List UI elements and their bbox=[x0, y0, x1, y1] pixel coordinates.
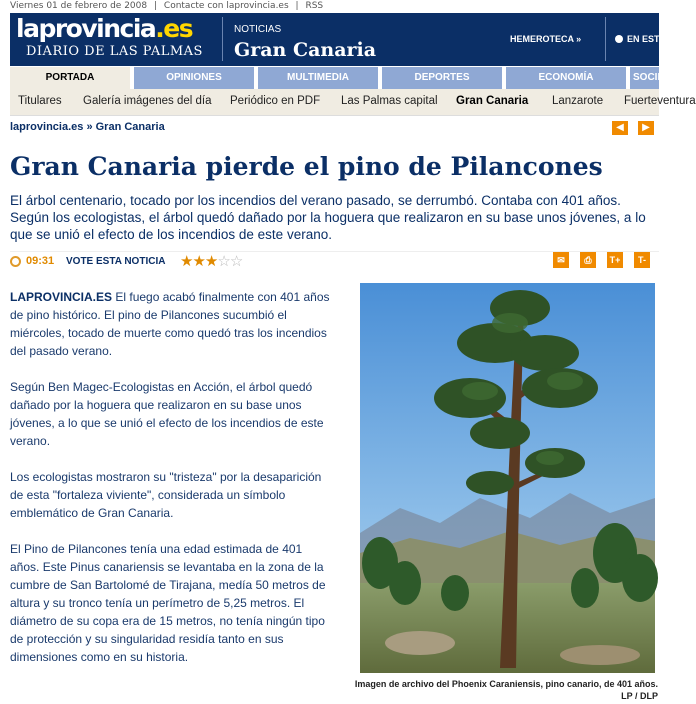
tab-deportes[interactable]: DEPORTES bbox=[382, 67, 502, 89]
paragraph-text: El fuego acabó finalmente con 401 años de pino histórico. El pino de Pilancones sucumbió el miércoles, tocado de muerte como quedó tras los incendios del pasado verano. bbox=[10, 290, 330, 358]
article-subtitle: El árbol centenario, tocado por los incendios del verano pasado, se derrumbó. Contaba con 401 años. Según los ecologistas, el árbol quedó dañado por la hoguera que realizaron en su base unos jóvenes, a lo que se unió el efecto de los incendios de este verano. bbox=[10, 193, 646, 242]
prev-arrow-icon[interactable]: ◀ bbox=[612, 121, 628, 135]
paragraph: Los ecologistas mostraron su "tristeza" por la desaparición de esta "fortaleza viviente", considerada un símbolo emblemático de Gran Canaria. bbox=[10, 470, 322, 520]
star-icon[interactable]: ★ bbox=[204, 252, 218, 270]
section-label: NOTICIAS bbox=[234, 24, 282, 35]
separator: | bbox=[295, 1, 299, 11]
font-increase-icon[interactable]: T+ bbox=[607, 252, 623, 268]
article-meta bbox=[10, 251, 659, 271]
article-body bbox=[10, 288, 330, 684]
tab-economia[interactable]: ECONOMÍA bbox=[506, 67, 626, 89]
email-icon[interactable]: ✉ bbox=[553, 252, 569, 268]
article-photo[interactable] bbox=[360, 283, 655, 673]
print-icon[interactable]: ⎙ bbox=[580, 252, 596, 268]
vote-label: VOTE ESTA NOTICIA bbox=[66, 256, 166, 267]
subnav-fuerteventura[interactable]: Fuerteventura bbox=[624, 95, 696, 107]
search-scope-radio[interactable] bbox=[615, 35, 623, 43]
site-logo[interactable] bbox=[16, 14, 192, 43]
clock-icon bbox=[10, 256, 21, 267]
breadcrumb-separator: » bbox=[86, 121, 93, 133]
hemeroteca-link[interactable]: HEMEROTECA » bbox=[510, 34, 582, 44]
paragraph bbox=[10, 288, 330, 360]
star-icon[interactable]: ★ bbox=[192, 252, 205, 270]
logo-subtitle: DIARIO DE LAS PALMAS bbox=[26, 44, 203, 59]
subnav-lanzarote[interactable]: Lanzarote bbox=[552, 95, 604, 107]
masthead bbox=[10, 13, 666, 66]
subnav-periodico-pdf[interactable]: Periódico en PDF bbox=[230, 95, 321, 107]
tab-opiniones[interactable]: OPINIONES bbox=[134, 67, 254, 89]
divider bbox=[605, 17, 606, 61]
subnav-gran-canaria[interactable]: Gran Canaria bbox=[456, 95, 529, 107]
next-arrow-icon[interactable]: ▶ bbox=[638, 121, 654, 135]
rss-link[interactable]: RSS bbox=[305, 1, 324, 11]
subnav-titulares[interactable]: Titulares bbox=[18, 95, 62, 107]
dateline: LAPROVINCIA.ES bbox=[10, 290, 113, 304]
tab-portada[interactable]: PORTADA bbox=[10, 67, 130, 89]
rating-stars[interactable] bbox=[180, 252, 242, 270]
photo-caption: Imagen de archivo del Phoenix Caraniensis, pino canario, de 401 años. LP / DLP bbox=[354, 679, 658, 701]
star-icon[interactable]: ★ bbox=[180, 252, 193, 270]
paragraph: Según Ben Magec-Ecologistas en Acción, el árbol quedó dañado por la hoguera que realizaron en su base unos jóvenes, a lo que se unió el efecto de los incendios de este verano. bbox=[10, 380, 324, 448]
subnav-galeria[interactable]: Galería imágenes del día bbox=[83, 95, 212, 107]
section-title: Gran Canaria bbox=[234, 39, 377, 61]
top-info-bar bbox=[10, 1, 323, 11]
star-icon[interactable]: ☆ bbox=[229, 252, 243, 270]
paragraph: El Pino de Pilancones tenía una edad estimada de 401 años. Este Pinus canariensis se levantaba en la zona de la cumbre de San Bartolomé de Tirajana, medía 50 metros de altura y su tronco tenía un perímetro de 5,25 metros. El diámetro de su copa era de 15 metros, no tenía ningún tipo de protección y su singularidad residía tanto en sus dimensiones como en su historia. bbox=[10, 542, 326, 664]
breadcrumb bbox=[10, 121, 165, 133]
search-scope-label: EN ESTE bbox=[627, 34, 666, 44]
star-icon[interactable]: ☆ bbox=[217, 252, 230, 270]
font-decrease-icon[interactable]: T- bbox=[634, 252, 650, 268]
tab-sociedad[interactable]: SOCIEDAD bbox=[630, 67, 659, 89]
separator: | bbox=[153, 1, 158, 11]
logo-text: laprovincia bbox=[16, 14, 156, 43]
article-time: 09:31 bbox=[26, 255, 55, 267]
contact-link[interactable]: Contacte con laprovincia.es bbox=[163, 1, 289, 11]
article-headline: Gran Canaria pierde el pino de Pilancones bbox=[10, 152, 603, 181]
subnav-las-palmas[interactable]: Las Palmas capital bbox=[341, 95, 438, 107]
tab-multimedia[interactable]: MULTIMEDIA bbox=[258, 67, 378, 89]
breadcrumb-home[interactable]: laprovincia.es bbox=[10, 121, 84, 133]
current-date: Viernes 01 de febrero de 2008 bbox=[10, 1, 148, 11]
sub-nav bbox=[10, 89, 696, 116]
logo-extension: .es bbox=[155, 14, 193, 43]
divider bbox=[222, 17, 223, 61]
main-nav bbox=[10, 67, 686, 89]
breadcrumb-current[interactable]: Gran Canaria bbox=[95, 121, 165, 133]
